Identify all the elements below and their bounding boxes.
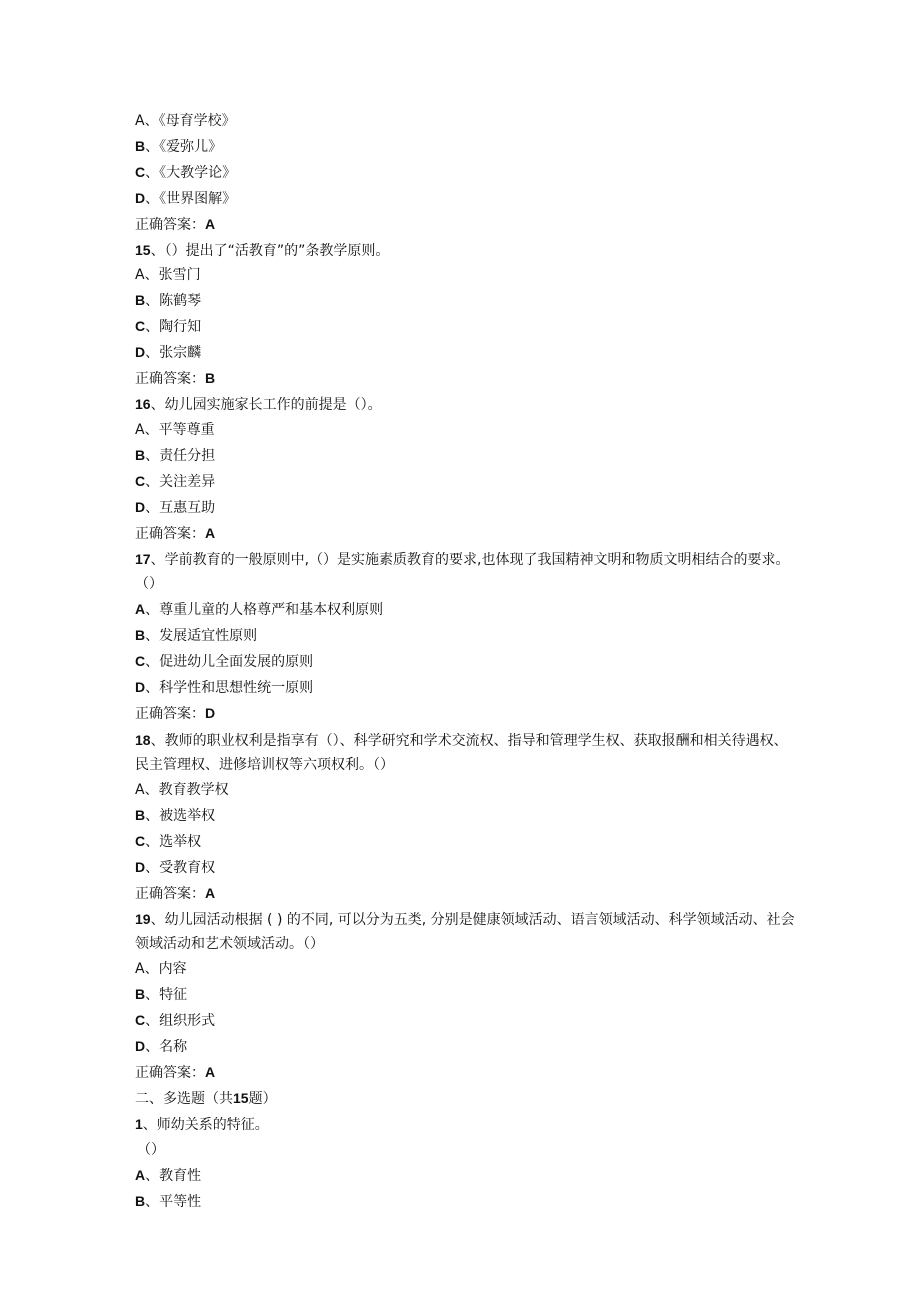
- option-label: A: [135, 601, 146, 618]
- question-text: 、幼儿园实施家长工作的前提是（）。: [150, 396, 382, 413]
- option-label: A: [135, 113, 145, 129]
- question-stem: [135, 547, 800, 596]
- question-19: [135, 907, 800, 1086]
- question-text: 、学前教育的一般原则中,（）是实施素质教育的要求,也体现了我国精神文明和物质文明相结合的要求。（）: [135, 552, 790, 593]
- option-label: D: [135, 344, 146, 361]
- option-b: [135, 803, 800, 829]
- option-d: [135, 340, 800, 366]
- option-text: 、张宗麟: [145, 345, 202, 362]
- option-text: 、关注差异: [145, 473, 216, 490]
- question-stem: [135, 728, 800, 777]
- option-label: B: [135, 986, 146, 1003]
- option-text: 、陈鹤琴: [145, 293, 202, 310]
- option-label: B: [135, 292, 146, 309]
- option-d: [135, 675, 800, 701]
- option-a: [135, 957, 800, 982]
- option-text: 、组织形式: [145, 1013, 216, 1030]
- option-c: [135, 1008, 800, 1034]
- option-label: B: [135, 627, 146, 644]
- section-heading: [135, 1086, 800, 1112]
- option-label: D: [135, 189, 146, 206]
- option-label: D: [135, 858, 146, 875]
- option-text: 、互惠互助: [145, 499, 216, 516]
- option-label: C: [135, 1012, 146, 1029]
- question-17: [135, 547, 800, 727]
- option-b: [135, 982, 800, 1008]
- answer-line: [135, 701, 800, 727]
- option-b: [135, 1189, 800, 1215]
- option-d: [135, 1034, 800, 1060]
- option-label: C: [135, 472, 146, 489]
- answer-line: [135, 366, 800, 392]
- option-text: 、科学性和思想性统一原则: [145, 680, 314, 697]
- option-label: B: [135, 1192, 146, 1209]
- answer-key: A: [205, 524, 216, 541]
- answer-key: A: [205, 884, 216, 901]
- answer-key: D: [205, 705, 216, 722]
- option-text: 、平等尊重: [144, 421, 215, 438]
- answer-line: [135, 1060, 800, 1086]
- question-text: 、（）提出了“活教育”的”条教学原则。: [150, 242, 390, 259]
- option-label: D: [135, 1038, 146, 1055]
- option-label: A: [135, 781, 145, 798]
- question-number: 16: [135, 395, 151, 412]
- option-label: A: [135, 1166, 146, 1183]
- option-text: 、平等性: [145, 1193, 202, 1210]
- question-number: 19: [135, 911, 151, 928]
- option-label: D: [135, 679, 146, 696]
- question-paren: （）: [137, 1141, 165, 1158]
- section-prefix: 二、多选题（共: [135, 1091, 233, 1107]
- option-a: [135, 1163, 800, 1189]
- option-text: 、特征: [145, 987, 188, 1004]
- option-text: 、《母育学校》: [144, 113, 236, 129]
- question-text: 、师幼关系的特征。: [142, 1116, 269, 1133]
- option-text: 、教育性: [145, 1167, 202, 1184]
- option-c: [135, 649, 800, 675]
- answer-prefix: 正确答案：: [135, 706, 205, 723]
- option-a: [135, 597, 800, 623]
- option-text: 、发展适宜性原则: [145, 628, 258, 645]
- question-number: 17: [135, 551, 151, 568]
- option-label: B: [135, 137, 146, 154]
- option-b: [135, 134, 800, 160]
- option-b: [135, 288, 800, 314]
- option-text: 、促进幼儿全面发展的原则: [145, 654, 314, 671]
- option-d: [135, 855, 800, 881]
- option-label: C: [135, 163, 146, 180]
- option-text: 、《世界图解》: [145, 190, 237, 207]
- option-label: D: [135, 498, 146, 515]
- answer-line: [135, 521, 800, 547]
- question-text: 、幼儿园活动根据 ( ) 的不同, 可以分为五类, 分别是健康领域活动、语言领域活动、科学领域活动、社会领域活动和艺术领域活动。（）: [135, 912, 795, 953]
- option-label: C: [135, 832, 146, 849]
- option-a: [135, 418, 800, 443]
- option-label: C: [135, 318, 146, 335]
- option-text: 、张雪门: [144, 267, 201, 284]
- question-stem: [135, 907, 800, 956]
- question-text: 、教师的职业权利是指享有（）、科学研究和学术交流权、指导和管理学生权、获取报酬和相关待遇权、民主管理权、进修培训权等六项权利。（）: [135, 732, 788, 773]
- question-stem: [135, 238, 800, 264]
- option-d: [135, 495, 800, 521]
- option-c: [135, 829, 800, 855]
- answer-prefix: 正确答案：: [135, 216, 205, 233]
- option-label: B: [135, 806, 146, 823]
- option-text: 、《爱弥儿》: [145, 138, 223, 155]
- answer-prefix: 正确答案：: [135, 885, 205, 902]
- question-number: 15: [135, 241, 151, 258]
- answer-key: A: [205, 215, 216, 232]
- answer-key: B: [205, 370, 216, 387]
- option-text: 、被选举权: [145, 807, 216, 824]
- option-d: [135, 186, 800, 212]
- option-b: [135, 623, 800, 649]
- option-text: 、尊重儿童的人格尊严和基本权利原则: [145, 602, 384, 619]
- answer-key: A: [205, 1064, 216, 1081]
- multi-question-1: [135, 1112, 800, 1215]
- question-number: 18: [135, 731, 151, 748]
- question-16: [135, 392, 800, 546]
- question-14-options: [135, 109, 800, 238]
- question-stem: [135, 1112, 800, 1138]
- option-label: C: [135, 653, 146, 670]
- option-text: 、责任分担: [145, 447, 216, 464]
- section-suffix: 题）: [248, 1091, 277, 1107]
- answer-prefix: 正确答案：: [135, 371, 205, 388]
- option-a: [135, 263, 800, 288]
- option-b: [135, 443, 800, 469]
- option-label: A: [135, 267, 145, 284]
- option-text: 、受教育权: [145, 859, 216, 876]
- option-label: A: [135, 421, 145, 438]
- question-18: [135, 728, 800, 907]
- option-text: 、选举权: [145, 833, 202, 850]
- question-number: 1: [135, 1115, 143, 1132]
- answer-line: [135, 212, 800, 238]
- answer-prefix: 正确答案：: [135, 525, 205, 542]
- question-stem: [135, 392, 800, 418]
- option-text: 、内容: [144, 961, 187, 978]
- option-a: [135, 109, 800, 134]
- option-text: 、陶行知: [145, 319, 202, 336]
- answer-prefix: 正确答案：: [135, 1065, 205, 1082]
- option-c: [135, 314, 800, 340]
- option-c: [135, 160, 800, 186]
- option-text: 、《大教学论》: [145, 164, 237, 181]
- answer-line: [135, 881, 800, 907]
- option-text: 、名称: [145, 1039, 188, 1056]
- option-text: 、教育教学权: [144, 781, 229, 798]
- option-label: A: [135, 961, 145, 978]
- question-15: [135, 238, 800, 392]
- option-a: [135, 778, 800, 803]
- option-c: [135, 469, 800, 495]
- option-label: B: [135, 446, 146, 463]
- section-count: 15: [233, 1090, 249, 1106]
